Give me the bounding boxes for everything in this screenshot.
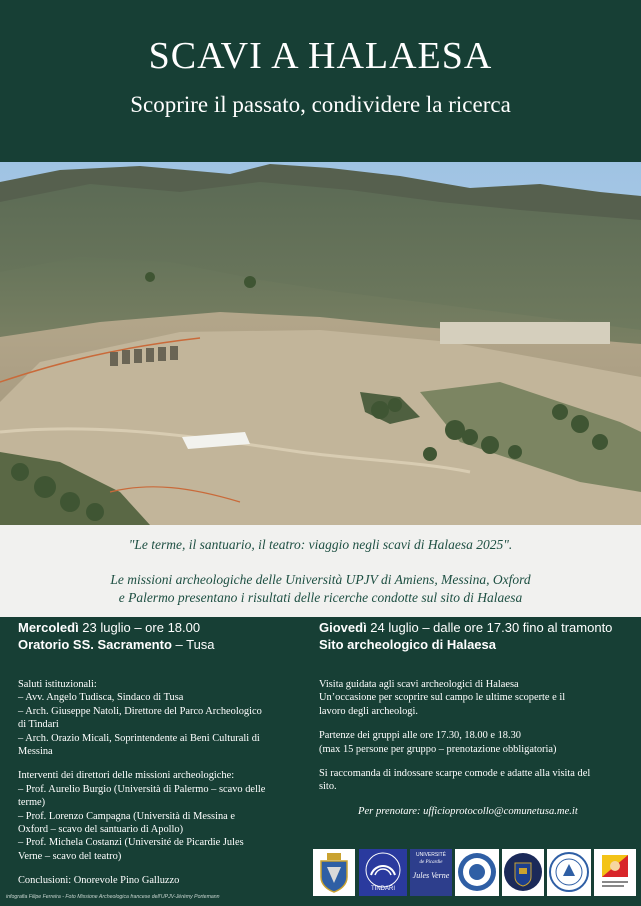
talk-line: Oxford – scavo del santuario di Apollo) xyxy=(18,824,184,836)
greeting-line: – Avv. Angelo Tudisca, Sindaco di Tusa xyxy=(18,692,184,704)
visit-line: Visita guidata agli scavi archeologici di Halaesa xyxy=(319,679,519,690)
event1-venue: Oratorio SS. Sacramento xyxy=(18,637,172,652)
tusa-crest-icon xyxy=(313,849,355,896)
tindari-label: TINDARI xyxy=(371,886,395,892)
talk-line: – Prof. Aurelio Burgio (Università di Palermo – scavo delle xyxy=(18,783,266,795)
visit-line: lavoro degli archeologi. xyxy=(319,705,418,717)
photo-credit: infografia Filipe Ferreira - Foto Missione Archeologica francese dell’UPJV-Jérémy Portemann xyxy=(6,894,220,900)
event2-heading xyxy=(319,619,612,653)
departure-line: (max 15 persone per gruppo – prenotazione obbligatoria) xyxy=(319,743,557,755)
event1-town: – Tusa xyxy=(171,637,215,652)
left-column xyxy=(18,678,308,899)
advice-line: sito. xyxy=(319,781,337,793)
talk-line: Verne – scavo del teatro) xyxy=(18,850,122,862)
right-column xyxy=(319,678,635,805)
messina-seal-icon xyxy=(455,849,499,896)
upjv-logo xyxy=(410,849,452,896)
palermo-seal-icon xyxy=(547,849,591,896)
greeting-line: – Arch. Orazio Micali, Soprintendente ai Beni Culturali di xyxy=(18,732,260,744)
event1-heading xyxy=(18,619,215,653)
oxford-crest-icon xyxy=(502,849,544,896)
aerial-landscape-photo xyxy=(0,162,641,525)
event1-day: Mercoledì xyxy=(18,620,79,635)
page-title: SCAVI A HALAESA xyxy=(148,35,493,77)
visit-line: Un’occasione per scoprire sul campo le ultime scoperte e il xyxy=(319,692,566,704)
talk-line: – Prof. Lorenzo Campagna (Università di Messina e xyxy=(18,810,235,822)
greeting-line: di Tindari xyxy=(18,719,59,731)
booking-email[interactable]: Per prenotare: ufficioprotocollo@comunetusa.me.it xyxy=(358,806,578,817)
parco-tindari-logo xyxy=(359,849,407,896)
header xyxy=(0,0,641,162)
event1-date: 23 luglio – ore 18.00 xyxy=(78,620,201,635)
talks-title: Interventi dei direttori delle missioni archeologiche: xyxy=(18,770,235,782)
advice-line: Si raccomanda di indossare scarpe comode e adatte alla visita del xyxy=(319,768,591,780)
greeting-line: – Arch. Giuseppe Natoli, Direttore del Parco Archeologico xyxy=(18,705,262,717)
talk-line: terme) xyxy=(18,797,46,809)
missions-line: Le missioni archeologiche delle Università UPJV di Amiens, Messina, Oxford xyxy=(110,572,531,587)
event2-venue: Sito archeologico di Halaesa xyxy=(319,637,496,652)
upjv-sub: de Picardie xyxy=(419,860,443,865)
event2-date: 24 luglio – dalle ore 17.30 fino al tramonto xyxy=(366,620,613,635)
missions-text xyxy=(40,571,601,607)
upjv-name: Jules Verne xyxy=(412,871,450,880)
conclusion: Conclusioni: Onorevole Pino Galluzzo xyxy=(18,875,180,887)
partner-logos xyxy=(313,849,636,896)
departure-line: Partenze dei gruppi alle ore 17.30, 18.00 e 18.30 xyxy=(319,730,521,742)
missions-line: e Palermo presentano i risultati delle ricerche condotte sul sito di Halaesa xyxy=(118,590,523,605)
greetings-title: Saluti istituzionali: xyxy=(18,679,97,690)
upjv-top: UNIVERSITÉ xyxy=(415,852,446,858)
page-subtitle: Scoprire il passato, condividere la ricerca xyxy=(130,92,511,117)
greeting-line: Messina xyxy=(18,746,53,758)
event-quote: "Le terme, il santuario, il teatro: viaggio negli scavi di Halaesa 2025". xyxy=(128,537,513,552)
event2-day: Giovedì xyxy=(319,620,367,635)
talk-line: – Prof. Michela Costanzi (Université de Picardie Jules xyxy=(18,837,244,849)
sicilia-region-logo xyxy=(594,849,636,896)
